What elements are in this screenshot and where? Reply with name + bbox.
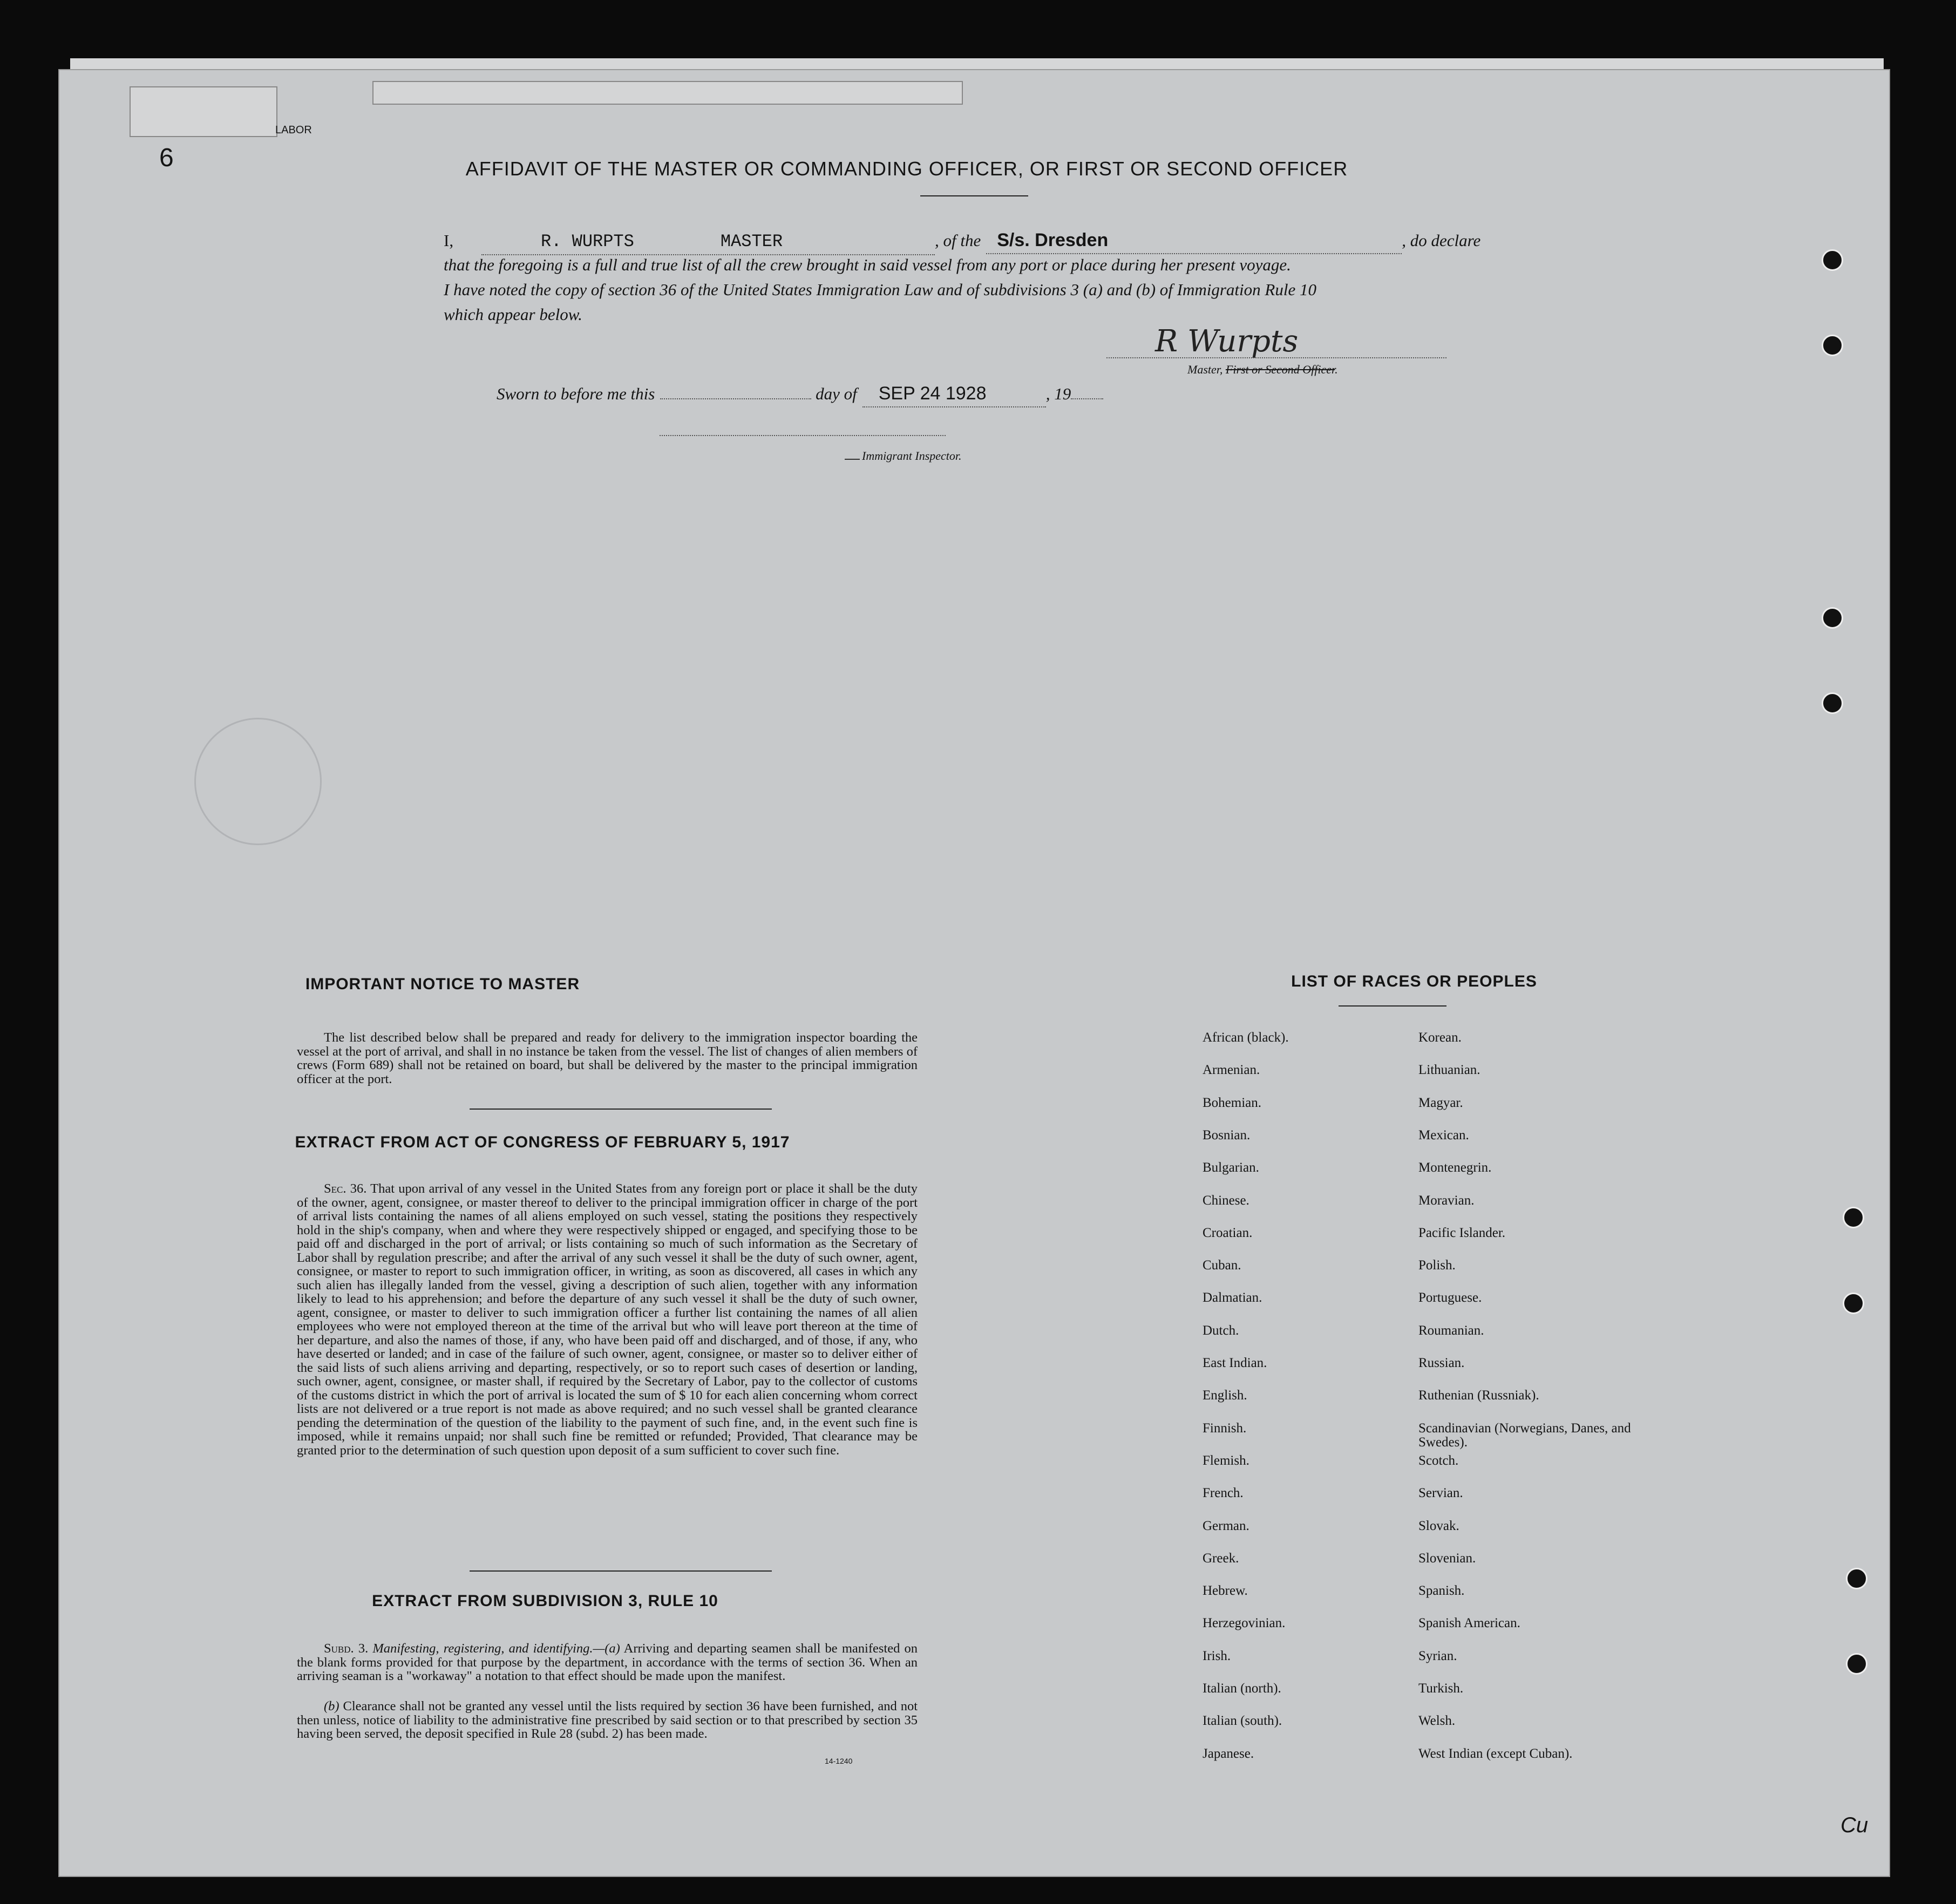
race-item: West Indian (except Cuban). bbox=[1418, 1746, 1573, 1761]
binder-hole-2 bbox=[1822, 335, 1843, 356]
margin-mark-bottom-right: Cu bbox=[1840, 1813, 1869, 1837]
race-item: German. bbox=[1203, 1518, 1249, 1533]
binder-hole-1 bbox=[1822, 249, 1843, 271]
day-of-label: day of bbox=[816, 384, 857, 403]
race-item: African (black). bbox=[1203, 1030, 1289, 1045]
paper-tab-left bbox=[130, 86, 277, 137]
race-item: East Indian. bbox=[1203, 1356, 1267, 1370]
race-item: Finnish. bbox=[1203, 1420, 1247, 1436]
race-item: Chinese. bbox=[1203, 1193, 1249, 1208]
declaration-line-1 bbox=[444, 228, 1523, 255]
race-item: Spanish. bbox=[1418, 1583, 1465, 1599]
race-item: Armenian. bbox=[1203, 1063, 1260, 1078]
race-item: Pacific Islander. bbox=[1418, 1225, 1506, 1240]
inspector-signature-line bbox=[660, 435, 946, 436]
rule-subd-title: Manifesting, registering, and identifying.—(a) bbox=[372, 1641, 620, 1656]
races-underline bbox=[1339, 1005, 1446, 1007]
master-signature: R Wurpts bbox=[1155, 324, 1299, 359]
faint-seal-impression bbox=[194, 718, 322, 845]
race-item: Moravian. bbox=[1418, 1193, 1475, 1208]
race-item: Magyar. bbox=[1418, 1095, 1463, 1110]
race-item: Greek. bbox=[1203, 1551, 1239, 1566]
sworn-prefix: Sworn to before me this bbox=[497, 384, 655, 403]
margin-mark-top-left: 6 bbox=[159, 144, 174, 172]
race-item: Italian (north). bbox=[1203, 1681, 1281, 1696]
declaration-line-2: that the foregoing is a full and true list of all the crew brought in said vessel from any port or place during her present voyage. bbox=[444, 255, 1291, 274]
master-name: R. WURPTS bbox=[541, 232, 634, 251]
title-underline bbox=[920, 195, 1028, 196]
race-item: Dalmatian. bbox=[1203, 1290, 1262, 1305]
race-item: Cuban. bbox=[1203, 1258, 1241, 1273]
races-heading: LIST OF RACES OR PEOPLES bbox=[1291, 973, 1537, 990]
race-item: Turkish. bbox=[1418, 1681, 1464, 1696]
race-item: Spanish American. bbox=[1418, 1616, 1520, 1631]
race-item: Polish. bbox=[1418, 1258, 1456, 1273]
race-item: Slovenian. bbox=[1418, 1551, 1476, 1566]
inspector-caption bbox=[845, 448, 962, 464]
declaration-line-3: I have noted the copy of section 36 of the United States Immigration Law and of subdivisions 3 (a) and (b) of Immigration Rule 10 bbox=[444, 280, 1316, 299]
race-item: Syrian. bbox=[1418, 1648, 1457, 1663]
race-item: Roumanian. bbox=[1418, 1323, 1484, 1338]
signature-caption bbox=[1187, 362, 1338, 378]
race-item: Croatian. bbox=[1203, 1225, 1253, 1240]
rule-para-a-text: Arriving and departing seamen shall be manifested on the blank forms provided for that purpose by the department, in accordance with the terms of section 36. When an arriving seaman is a "workaway" a notation to that effect should be made upon the manifest. bbox=[297, 1641, 918, 1683]
act-text bbox=[297, 1182, 918, 1457]
notice-text: The list described below shall be prepared and ready for delivery to the immigration inspector boarding the vessel at the port of arrival, and shall in no instance be taken from the vessel. The list of changes of alien members of crews (Form 689) shall not be retained on board, but shall be delivered by the master to the principal immigration officer at the port. bbox=[297, 1030, 918, 1086]
affidavit-title: AFFIDAVIT OF THE MASTER OR COMMANDING OFFICER, OR FIRST OR SECOND OFFICER bbox=[465, 158, 1348, 180]
document-page bbox=[58, 69, 1890, 1877]
binder-hole-8 bbox=[1846, 1653, 1867, 1675]
sworn-line bbox=[497, 381, 1103, 407]
master-rank: MASTER bbox=[720, 232, 783, 251]
race-item: Scotch. bbox=[1418, 1453, 1459, 1468]
race-item: Scandinavian (Norwegians, Danes, and Swedes). bbox=[1418, 1420, 1631, 1450]
caption-master: Master, bbox=[1187, 363, 1223, 376]
race-item: French. bbox=[1203, 1486, 1244, 1501]
race-item: Servian. bbox=[1418, 1486, 1463, 1501]
inspector-label: Immigrant Inspector. bbox=[862, 449, 962, 463]
race-item: Dutch. bbox=[1203, 1323, 1239, 1338]
race-item: Korean. bbox=[1418, 1030, 1462, 1045]
date-stamp: SEP 24 1928 bbox=[878, 383, 987, 404]
binder-hole-6 bbox=[1843, 1293, 1864, 1314]
act-divider bbox=[470, 1570, 772, 1572]
race-item: Bulgarian. bbox=[1203, 1160, 1259, 1175]
act-heading: EXTRACT FROM ACT OF CONGRESS OF FEBRUARY 5, 1917 bbox=[295, 1133, 790, 1151]
act-body: That upon arrival of any vessel in the United States from any foreign port or place it shall be the duty of the owner, agent, consignee, or master thereof to deliver to the principal immigration officer in charge of the port of arrival lists containing the names of all aliens employed on such vessel, stating the positions they respectively hold in the ship's company, when and where they were respectively shipped or engaged, and specifying those to be paid off and discharged in the port of arrival; or lists containing so much of such information as the Secretary of Labor shall by regulation prescribe; and after the arrival of any such vessel it shall be the duty of such owner, agent, consignee, or master to report to such immigration officer, in writing, as soon as discovered, all cases in which any such alien has illegally landed from the vessel, giving a description of such alien, together with any information likely to lead to his apprehension; and before the departure of any such vessel it shall be the duty of such owner, agent, consignee, or master to deliver to such immigration officer a further list containing the names of all alien employees who were not employed thereon at the time of the arrival but who will leave port thereon at the time of her departure, and also the names of those, if any, who have been paid off and discharged, and of those, if any, who have deserted or landed; and in case of the failure of such owner, agent, consignee, or master so to deliver either of the said lists of such aliens arriving and departing, respectively, or so to report such cases of desertion or landing, such owner, agent, consignee, or master shall, if required by the Secretary of Labor, pay to the collector of customs of the customs district in which the port of arrival is located the sum of $ 10 for each alien concerning whom correct lists are not delivered or a true report is not made as above required; and no such vessel shall be granted clearance pending the determination of the question of the liability to the payment of such fine, and, in the event such fine is imposed, while it remains unpaid; nor shall such fine be remitted or refunded; Provided, That clearance may be granted prior to the determination of such question upon deposit of a sum sufficient to cover such fine. bbox=[297, 1181, 918, 1458]
rule-para-a bbox=[297, 1642, 918, 1683]
binder-hole-4 bbox=[1822, 692, 1843, 714]
race-item: Mexican. bbox=[1418, 1127, 1469, 1143]
race-item: Slovak. bbox=[1418, 1518, 1459, 1533]
corner-label: LABOR bbox=[275, 124, 312, 136]
do-declare-label: , do declare bbox=[1402, 231, 1481, 250]
race-item: Russian. bbox=[1418, 1356, 1465, 1370]
race-item: Japanese. bbox=[1203, 1746, 1254, 1761]
binder-hole-5 bbox=[1843, 1207, 1864, 1228]
form-number: 14-1240 bbox=[825, 1757, 853, 1765]
race-item: Montenegrin. bbox=[1418, 1160, 1492, 1175]
race-item: Lithuanian. bbox=[1418, 1063, 1480, 1078]
year-suffix: , 19 bbox=[1045, 384, 1071, 403]
rule-heading: EXTRACT FROM SUBDIVISION 3, RULE 10 bbox=[372, 1592, 718, 1610]
race-item: Herzegovinian. bbox=[1203, 1616, 1286, 1631]
caption-struck: First or Second Officer bbox=[1225, 363, 1335, 376]
declaration-prefix: I, bbox=[444, 231, 454, 250]
declaration-line-4: which appear below. bbox=[444, 305, 582, 324]
race-item: English. bbox=[1203, 1388, 1247, 1403]
paper-tab-center bbox=[372, 81, 963, 105]
race-item: Flemish. bbox=[1203, 1453, 1249, 1468]
race-item: Hebrew. bbox=[1203, 1583, 1248, 1599]
rule-para-b bbox=[297, 1699, 918, 1741]
rule-para-b-label: (b) bbox=[324, 1699, 339, 1713]
race-item: Welsh. bbox=[1418, 1713, 1456, 1729]
race-item: Bohemian. bbox=[1203, 1095, 1262, 1110]
race-item: Italian (south). bbox=[1203, 1713, 1282, 1729]
caption-period: . bbox=[1335, 363, 1338, 376]
race-item: Bosnian. bbox=[1203, 1127, 1251, 1143]
binder-hole-3 bbox=[1822, 607, 1843, 629]
rule-para-b-text: Clearance shall not be granted any vessel until the lists required by section 36 have been furnished, and not then unless, notice of liability to the administrative fine prescribed by said section or to that prescribed by section 35 having been served, the deposit specified in Rule 28 (subd. 2) has been made. bbox=[297, 1699, 918, 1741]
race-item: Irish. bbox=[1203, 1648, 1231, 1663]
of-the-label: , of the bbox=[935, 231, 981, 250]
race-item: Ruthenian (Russniak). bbox=[1418, 1388, 1539, 1403]
signature-line bbox=[1106, 357, 1446, 358]
act-sec-label: Sec. 36. bbox=[324, 1181, 367, 1196]
notice-heading: IMPORTANT NOTICE TO MASTER bbox=[305, 975, 580, 993]
binder-hole-7 bbox=[1846, 1568, 1867, 1589]
vessel-name: S/s. Dresden bbox=[997, 230, 1109, 250]
notice-divider bbox=[470, 1109, 772, 1110]
rule-subd-label: Subd. 3. bbox=[324, 1641, 369, 1656]
race-item: Portuguese. bbox=[1418, 1290, 1482, 1305]
